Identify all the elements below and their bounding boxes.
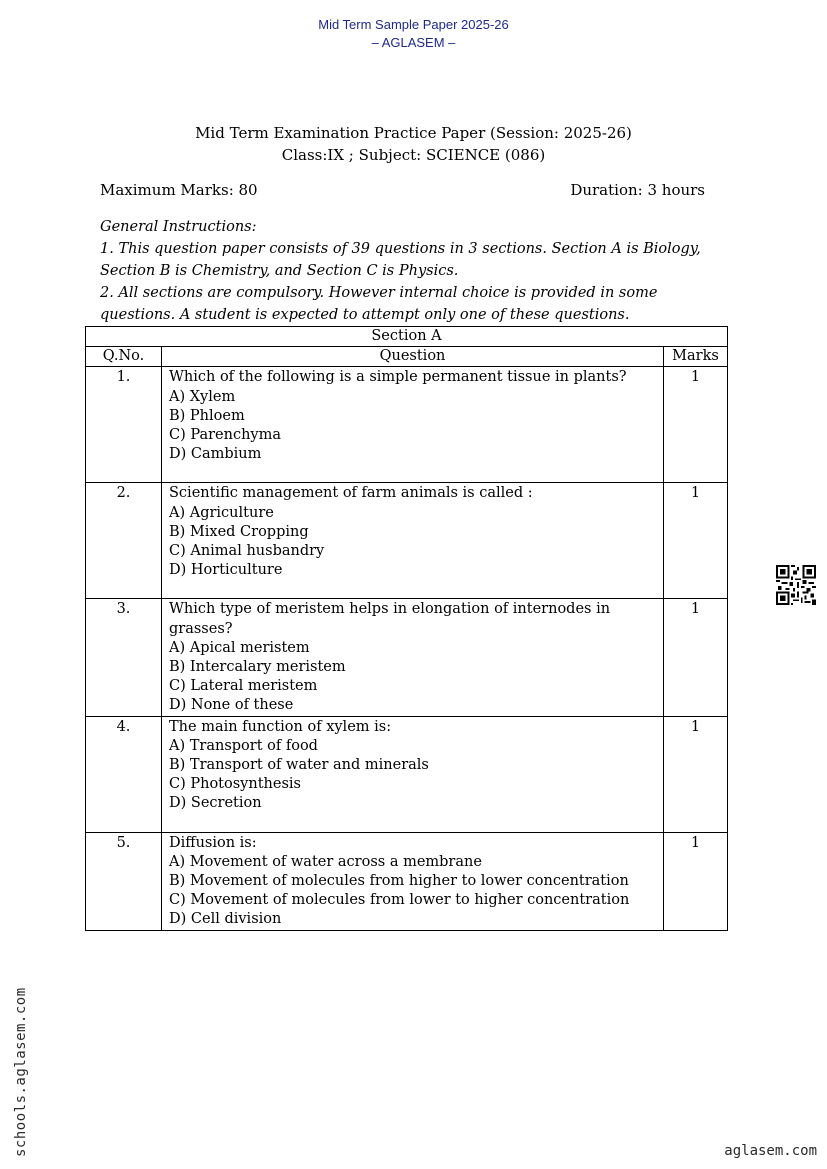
table-row <box>86 483 728 599</box>
marks-cell <box>664 483 728 599</box>
watermark-line-2: – AGLASEM – <box>371 35 456 50</box>
question-cell <box>162 367 664 483</box>
question-text: Diffusion is: <box>169 834 257 851</box>
question-number: 2. <box>116 485 131 502</box>
answer-option: C) Movement of molecules from lower to higher concentration <box>169 892 630 909</box>
meta-row <box>100 180 705 200</box>
answer-option: A) Apical meristem <box>169 639 310 656</box>
answer-option: C) Animal husbandry <box>169 543 325 560</box>
answer-option: C) Photosynthesis <box>169 776 301 793</box>
table-row <box>86 599 728 716</box>
instruction-item: 1. This question paper consists of 39 questions in 3 sections. Section A is Biology, Section B is Chemistry, and Section C is Physics. <box>100 241 701 279</box>
answer-option: A) Agriculture <box>169 504 274 521</box>
question-cell <box>162 716 664 832</box>
header-marks: Marks <box>664 347 728 367</box>
answer-option: B) Movement of molecules from higher to lower concentration <box>169 873 629 890</box>
question-marks: 1 <box>690 718 701 735</box>
paper-title: Mid Term Examination Practice Paper (Session: 2025-26) <box>195 124 632 142</box>
qr-code-icon <box>776 565 816 605</box>
question-number-cell <box>86 483 162 599</box>
question-cell <box>162 832 664 930</box>
marks-cell <box>664 832 728 930</box>
question-number: 4. <box>116 718 131 735</box>
question-text: Which of the following is a simple permanent tissue in plants? <box>169 369 627 386</box>
answer-option: A) Xylem <box>169 388 236 405</box>
table-row <box>86 832 728 930</box>
answer-option: D) Secretion <box>169 795 262 812</box>
max-marks: Maximum Marks: 80 <box>100 181 258 199</box>
question-rows <box>86 367 728 930</box>
answer-option: B) Intercalary meristem <box>169 659 346 676</box>
answer-option: B) Phloem <box>169 407 245 424</box>
question-cell <box>162 483 664 599</box>
paper-title-block <box>0 122 827 166</box>
general-instructions <box>100 216 725 326</box>
question-text: Which type of meristem helps in elongation of internodes in grasses? <box>169 601 611 637</box>
paper-subtitle: Class:IX ; Subject: SCIENCE (086) <box>281 146 546 164</box>
answer-option: D) Cambium <box>169 446 262 463</box>
answer-option: D) None of these <box>169 697 294 714</box>
answer-option: C) Lateral meristem <box>169 678 318 695</box>
question-number: 5. <box>116 834 131 851</box>
table-header-row <box>86 347 728 367</box>
question-table <box>85 326 728 931</box>
answer-option: B) Transport of water and minerals <box>169 757 429 774</box>
side-url-watermark: schools.aglasem.com <box>13 987 29 1157</box>
question-marks: 1 <box>690 601 701 618</box>
duration: Duration: 3 hours <box>570 181 705 199</box>
header-question: Question <box>162 347 664 367</box>
footer-url: aglasem.com <box>724 1143 817 1159</box>
marks-cell <box>664 599 728 716</box>
question-number-cell <box>86 832 162 930</box>
question-marks: 1 <box>690 485 701 502</box>
question-text: The main function of xylem is: <box>169 718 392 735</box>
question-cell <box>162 599 664 716</box>
question-number-cell <box>86 716 162 832</box>
header-qno: Q.No. <box>86 347 162 367</box>
marks-cell <box>664 367 728 483</box>
instructions-heading: General Instructions: <box>100 219 257 235</box>
question-number-cell <box>86 367 162 483</box>
marks-cell <box>664 716 728 832</box>
answer-option: C) Parenchyma <box>169 427 282 444</box>
watermark-line-1: Mid Term Sample Paper 2025-26 <box>318 17 509 32</box>
section-title: Section A <box>86 327 728 347</box>
question-marks: 1 <box>690 834 701 851</box>
answer-option: B) Mixed Cropping <box>169 523 309 540</box>
question-number: 3. <box>116 601 131 618</box>
answer-option: D) Cell division <box>169 911 282 928</box>
answer-option: A) Movement of water across a membrane <box>169 853 482 870</box>
instruction-item: 2. All sections are compulsory. However internal choice is provided in some questions. A student is expected to attempt only one of these questions. <box>100 285 658 323</box>
question-number-cell <box>86 599 162 716</box>
table-row <box>86 367 728 483</box>
question-number: 1. <box>116 369 131 386</box>
answer-option: D) Horticulture <box>169 562 283 579</box>
table-row <box>86 716 728 832</box>
top-watermark <box>0 16 827 52</box>
answer-option: A) Transport of food <box>169 737 318 754</box>
question-text: Scientific management of farm animals is called : <box>169 485 533 502</box>
question-marks: 1 <box>690 369 701 386</box>
